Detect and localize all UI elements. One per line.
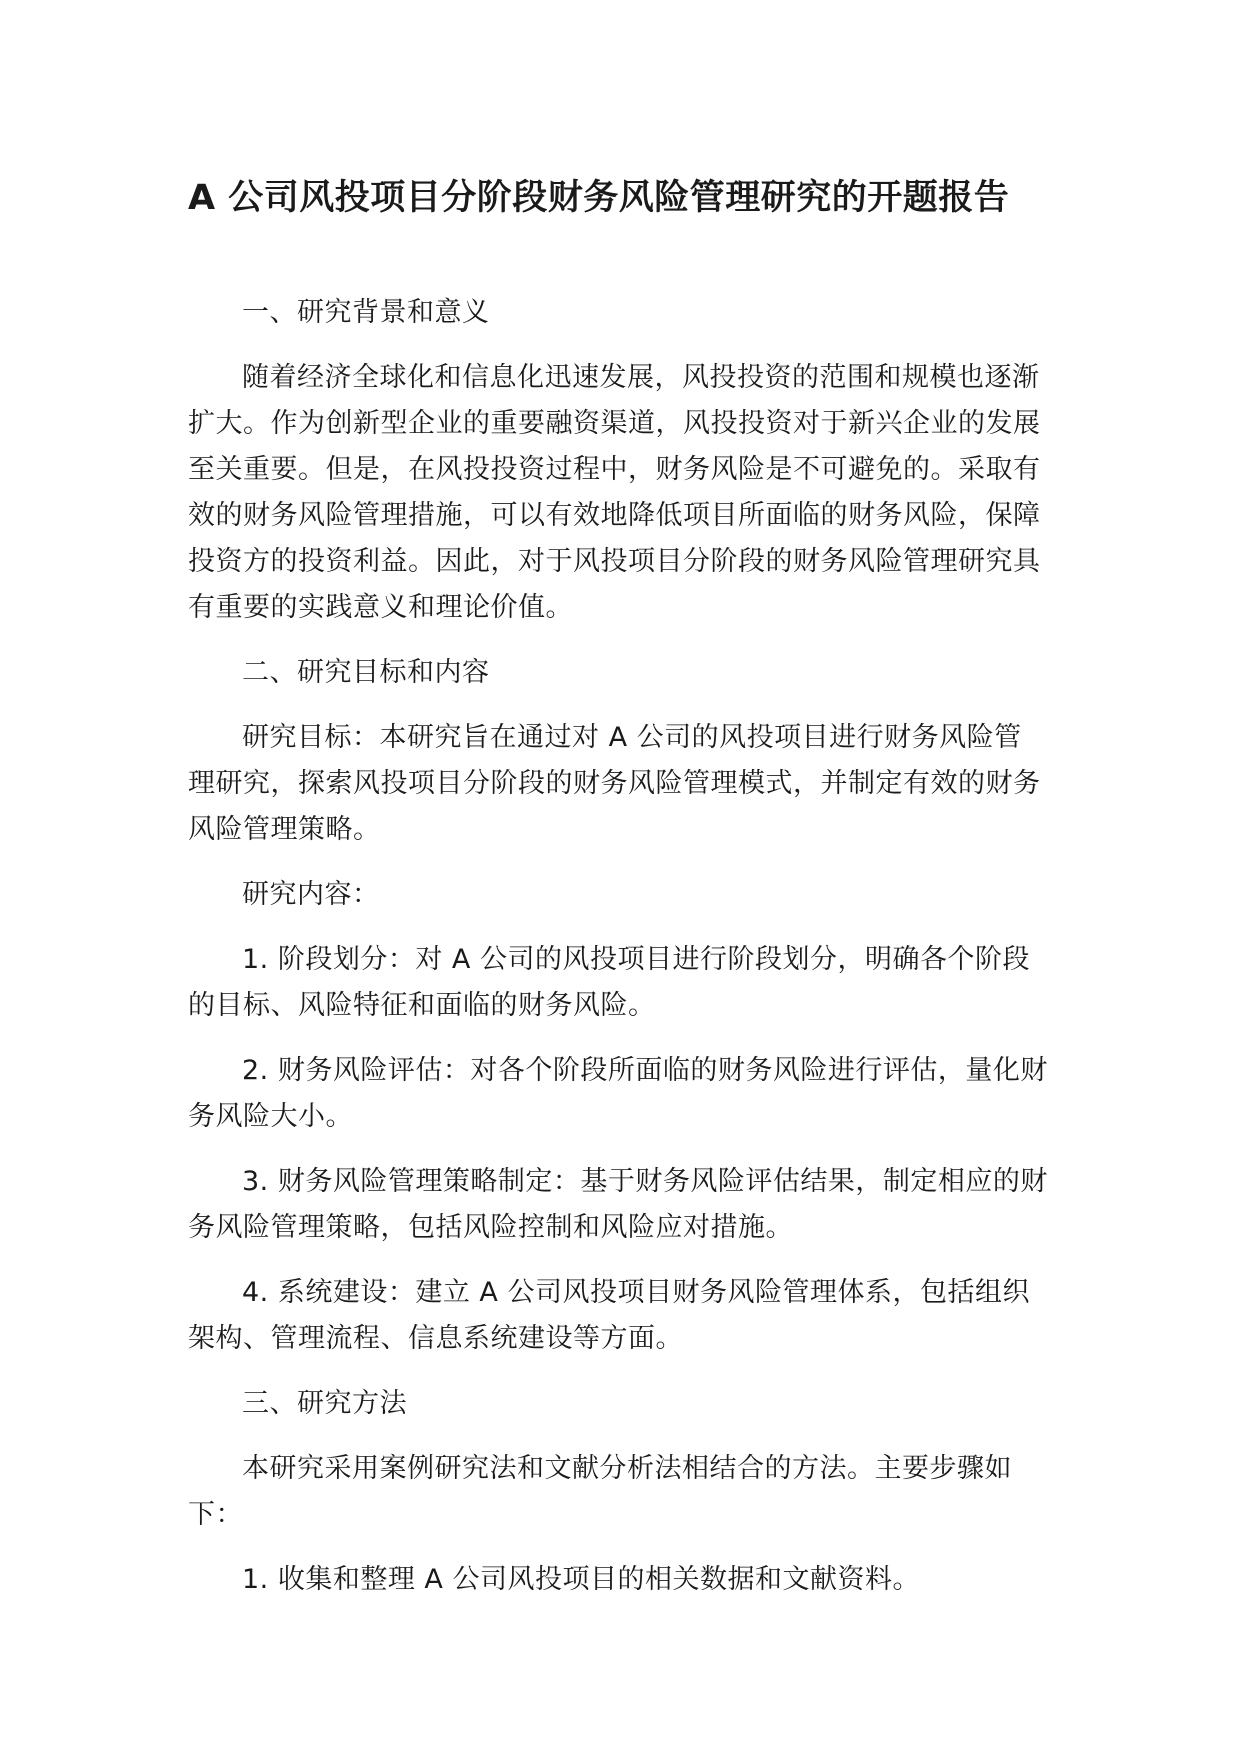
section-heading-methods: 三、研究方法 <box>242 1388 407 1419</box>
list-item-stage-division: 1. 阶段划分：对 A 公司的风投项目进行阶段划分，明确各个阶段的目标、风险特征和面临的财务风险。 <box>188 944 1030 1021</box>
list-item-strategy: 3. 财务风险管理策略制定：基于财务风险评估结果，制定相应的财务风险管理策略，包括风险控制和风险应对措施。 <box>188 1166 1048 1243</box>
document-body <box>188 290 1048 1622</box>
paragraph-content-heading: 研究内容： <box>242 879 380 910</box>
paragraph-background: 随着经济全球化和信息化迅速发展，风投投资的范围和规模也逐渐扩大。作为创新型企业的重要融资渠道，风投投资对于新兴企业的发展至关重要。但是，在风投投资过程中，财务风险是不可避免的。采取有效的财务风险管理措施，可以有效地降低项目所面临的财务风险，保障投资方的投资利益。因此，对于风投项目分阶段的财务风险管理研究具有重要的实践意义和理论价值。 <box>188 362 1041 623</box>
section-heading-background: 一、研究背景和意义 <box>242 297 490 328</box>
document-title: A 公司风投项目分阶段财务风险管理研究的开题报告 <box>188 178 1010 218</box>
list-item-risk-assessment: 2. 财务风险评估：对各个阶段所面临的财务风险进行评估，量化财务风险大小。 <box>188 1055 1048 1132</box>
paragraph-methods: 本研究采用案例研究法和文献分析法相结合的方法。主要步骤如下： <box>188 1453 1012 1530</box>
paragraph-objective: 研究目标：本研究旨在通过对 A 公司的风投项目进行财务风险管理研究，探索风投项目分阶段的财务风险管理模式，并制定有效的财务风险管理策略。 <box>188 722 1041 845</box>
section-heading-objectives: 二、研究目标和内容 <box>242 657 490 688</box>
list-item-data-collection: 1. 收集和整理 A 公司风投项目的相关数据和文献资料。 <box>242 1564 920 1595</box>
list-item-system-building: 4. 系统建设：建立 A 公司风投项目财务风险管理体系，包括组织架构、管理流程、信息系统建设等方面。 <box>188 1277 1030 1354</box>
